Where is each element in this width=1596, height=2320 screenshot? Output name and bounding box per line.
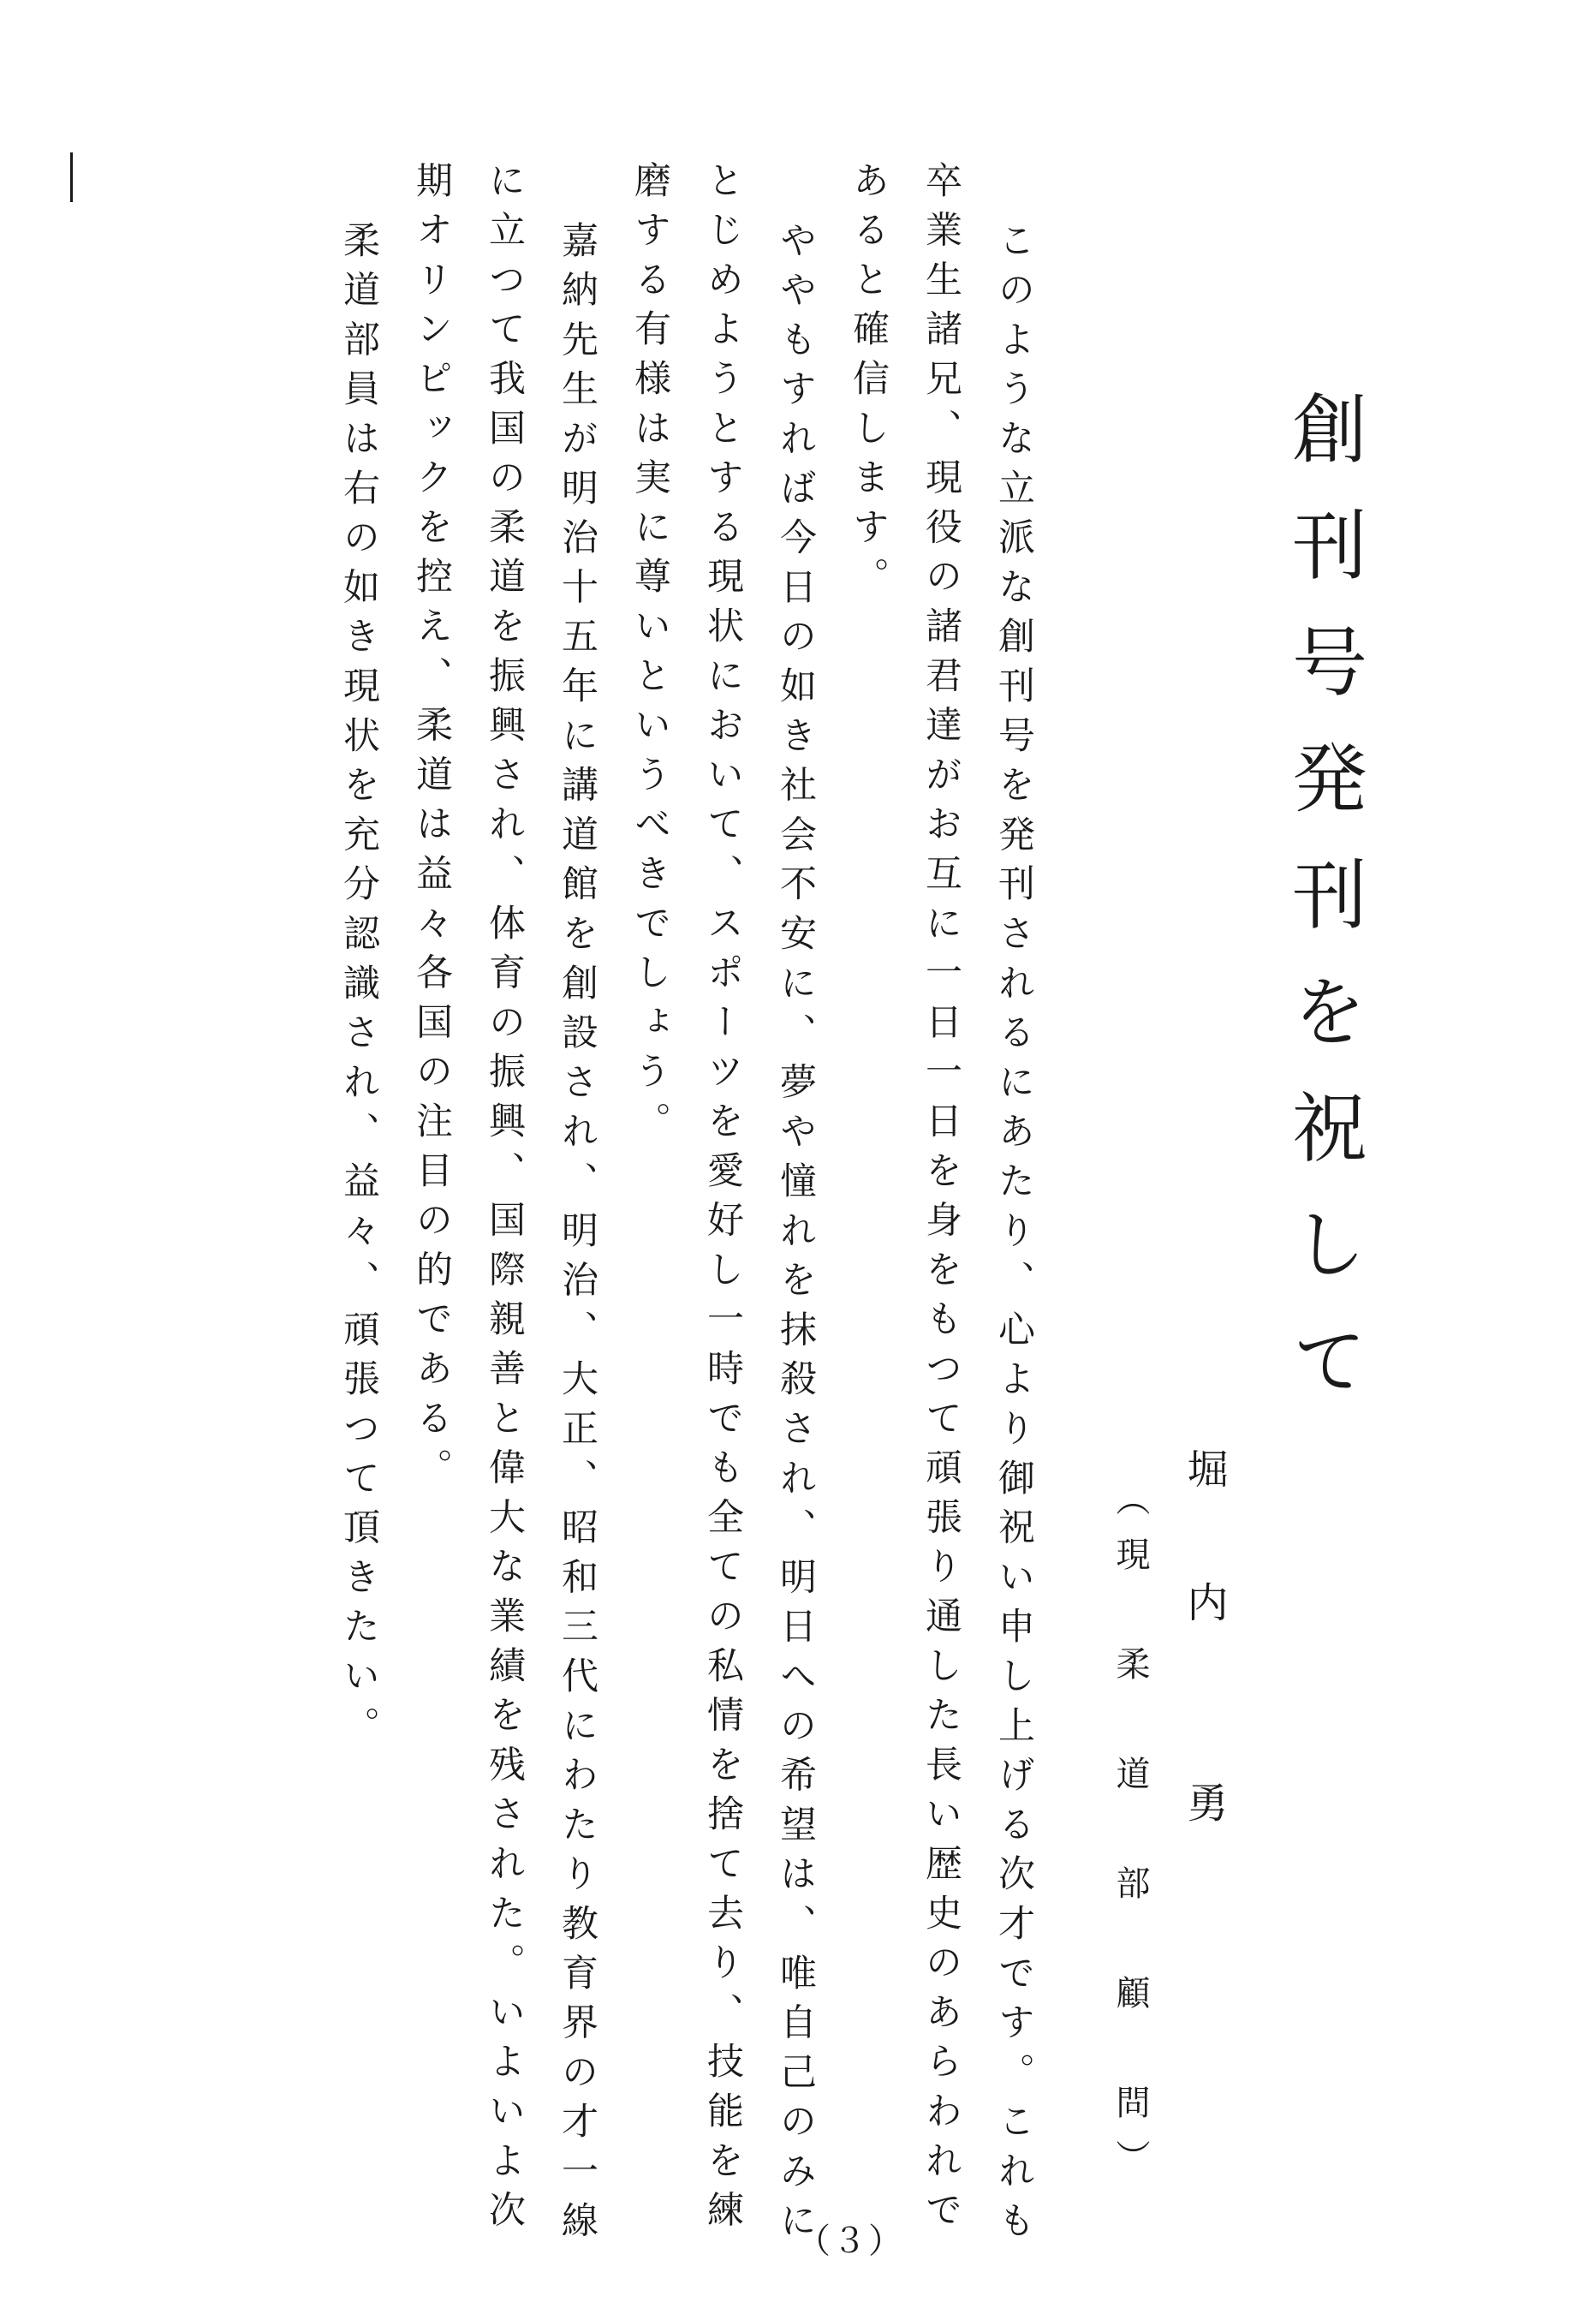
- body-line-3: あると確信します。: [847, 161, 890, 607]
- body-line-9: 期オリンピックを控え、柔道は益々各国の注目の的である。: [410, 161, 453, 1498]
- margin-mark: [70, 152, 73, 202]
- author-position: （現 柔 道 部 顧 問）: [1111, 1482, 1150, 2194]
- article-title: 創刊号発刊を祝して: [1280, 390, 1368, 1438]
- body-line-8: に立つて我国の柔道を振興され、体育の振興、国際親善と偉大な業績を残された。いよいよ次: [483, 161, 526, 2240]
- body-line-1: このような立派な創刊号を発刊されるにあたり、心より御祝い申し上げる次才です。これも: [992, 221, 1035, 2251]
- body-line-10: 柔道部員は右の如き現状を充分認識され、益々、頑張つて頂きたい。: [337, 221, 380, 1756]
- page-number: （３）: [796, 2222, 904, 2261]
- body-line-7: 嘉納先生が明治十五年に講道館を創設され、明治、大正、昭和三代にわたり教育界の才一線: [556, 221, 598, 2251]
- body-line-5: とじめようとする現状において、スポーツを愛好し一時でも全ての私情を捨て去り、技能を練: [701, 161, 744, 2240]
- body-line-4: ややもすれば今日の如き社会不安に、夢や憧れを抹殺され、明日への希望は、唯自己のみに: [774, 221, 817, 2251]
- body-line-2: 卒業生諸兄、現役の諸君達がお互に一日一日を身をもつて頑張り通した長い歴史のあらわれで: [920, 161, 962, 2240]
- author-name: 堀 内 勇: [1180, 1447, 1228, 1848]
- body-line-6: 磨する有様は実に尊いというべきでしょう。: [628, 161, 671, 1151]
